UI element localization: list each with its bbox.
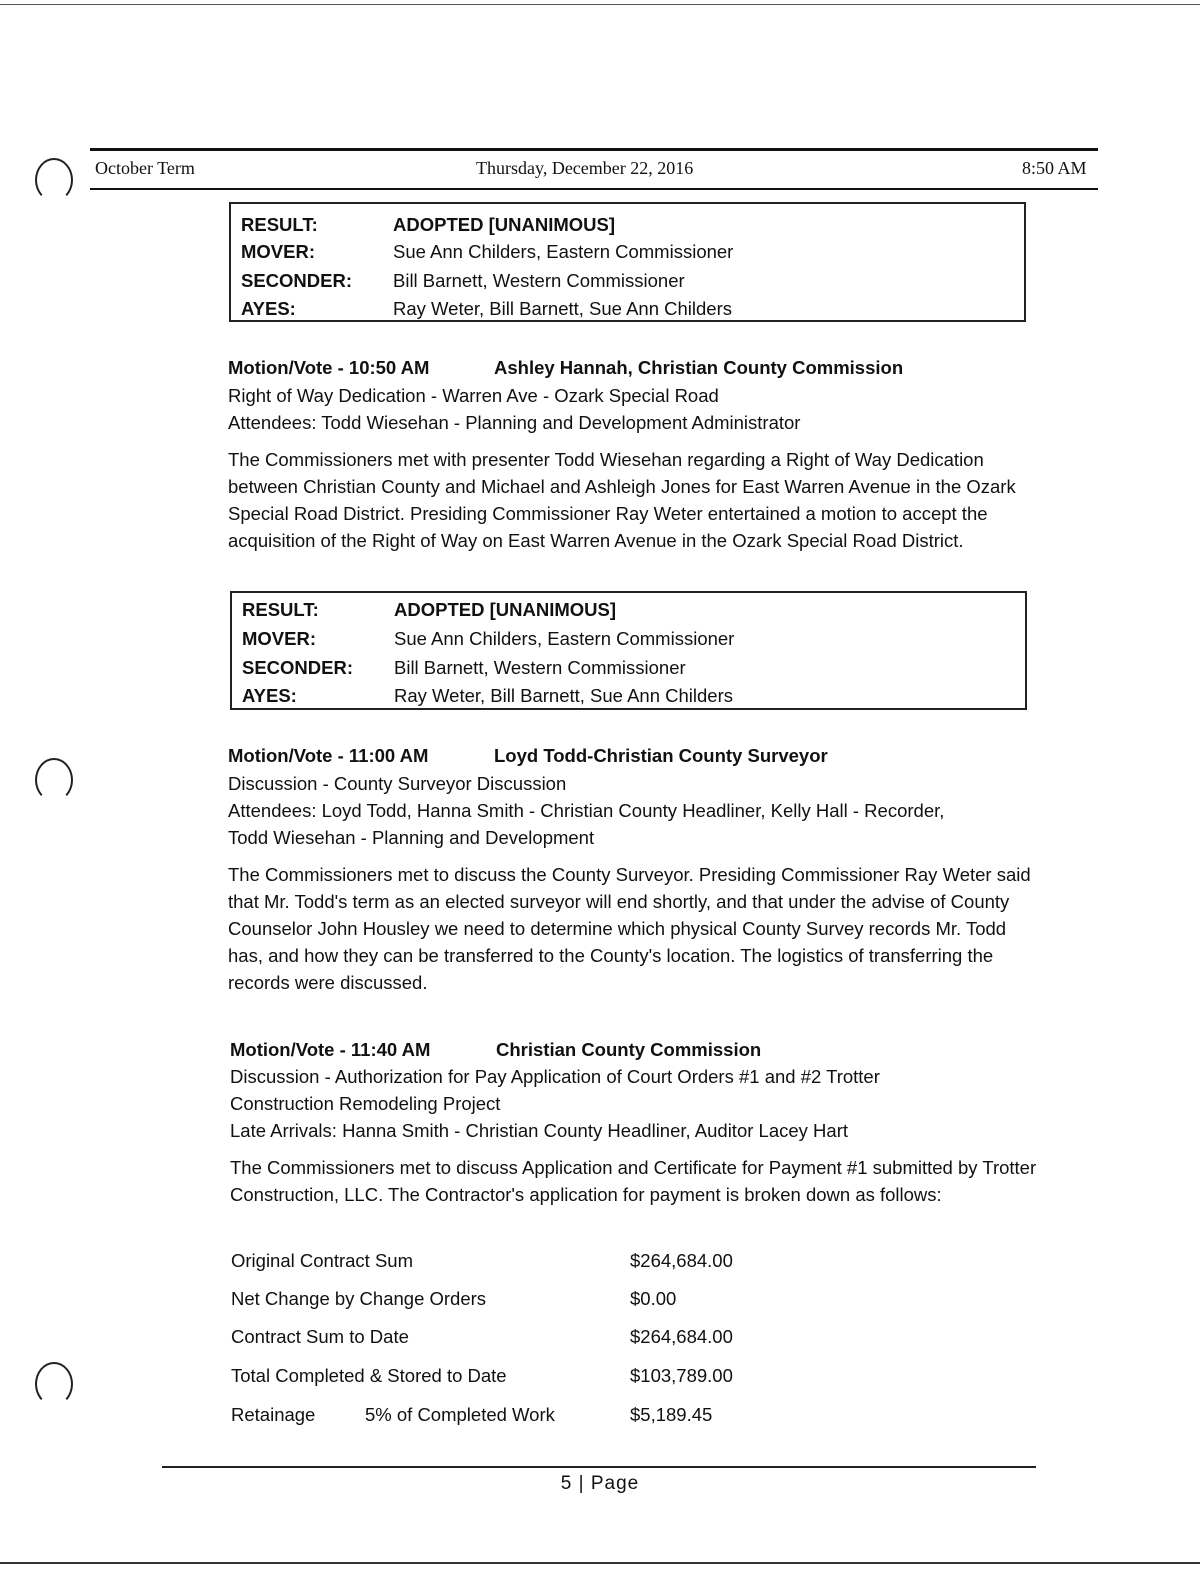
ayes-value: Ray Weter, Bill Barnett, Sue Ann Childers bbox=[394, 685, 733, 706]
agenda-item-subject: Construction Remodeling Project bbox=[230, 1093, 501, 1114]
scan-top-edge bbox=[0, 4, 1200, 5]
financial-value: $0.00 bbox=[630, 1288, 677, 1309]
agenda-item-body: The Commissioners met to discuss Application and Certificate for Payment #1 submitted by Trotter Construction, LLC. The Contractor's application for payment is broken down as follows: bbox=[230, 1157, 1037, 1205]
agenda-item-body: The Commissioners met with presenter Todd Wiesehan regarding a Right of Way Dedication between Christian County and Michael and Ashleigh Jones for East Warren Avenue in the Ozark Special Road District. Presiding Commissioner Ray Weter entertained a motion to accept the acquisition of the Right of Way on East Warren Avenue in the Ozark Special Road District. bbox=[228, 449, 1016, 551]
agenda-item-attendees: Attendees: Loyd Todd, Hanna Smith - Christian County Headliner, Kelly Hall - Recorder, bbox=[228, 800, 945, 821]
agenda-item-late-arrivals: Late Arrivals: Hanna Smith - Christian County Headliner, Auditor Lacey Hart bbox=[230, 1120, 848, 1141]
result-value: ADOPTED [UNANIMOUS] bbox=[393, 214, 615, 235]
punch-hole-icon bbox=[35, 158, 73, 202]
mover-row: MOVER: Sue Ann Childers, Eastern Commissioner bbox=[242, 628, 735, 649]
ayes-row: AYES: Ray Weter, Bill Barnett, Sue Ann Childers bbox=[242, 685, 733, 706]
agenda-item-attendees: Todd Wiesehan - Planning and Development bbox=[228, 827, 595, 848]
page-footer: 5 | Page bbox=[560, 1473, 640, 1494]
financial-value: $5,189.45 bbox=[630, 1404, 713, 1425]
financial-row: Original Contract Sum $264,684.00 bbox=[231, 1250, 733, 1271]
vote-result-box bbox=[230, 591, 1027, 710]
seconder-row: SECONDER: Bill Barnett, Western Commissioner bbox=[241, 270, 685, 291]
footer-rule bbox=[162, 1466, 1036, 1468]
result-row: RESULT: ADOPTED [UNANIMOUS] bbox=[242, 599, 616, 620]
result-row: RESULT: ADOPTED [UNANIMOUS] bbox=[241, 214, 615, 235]
agenda-item-heading: Motion/Vote - 11:00 AM Loyd Todd-Christian County Surveyor bbox=[228, 745, 828, 766]
agenda-item-body: The Commissioners met to discuss the County Surveyor. Presiding Commissioner Ray Weter said that Mr. Todd's term as an elected surveyor will end shortly, and that under the advise of County Counselor John Housley we need to determine which physical County Survey records Mr. Todd has, and how they can be transferred to the County's location. The logistics of transferring the records were discussed. bbox=[228, 864, 1031, 993]
scan-bottom-edge bbox=[0, 1562, 1200, 1564]
financial-row: Net Change by Change Orders $0.00 bbox=[231, 1288, 677, 1309]
mover-value: Sue Ann Childers, Eastern Commissioner bbox=[393, 241, 734, 262]
financial-row: Contract Sum to Date $264,684.00 bbox=[231, 1326, 733, 1347]
header-rule bbox=[90, 188, 1098, 190]
financial-value: $264,684.00 bbox=[630, 1326, 733, 1347]
result-value: ADOPTED [UNANIMOUS] bbox=[394, 599, 616, 620]
seconder-row: SECONDER: Bill Barnett, Western Commissioner bbox=[242, 657, 686, 678]
financial-value: $264,684.00 bbox=[630, 1250, 733, 1271]
agenda-item-subject: Discussion - County Surveyor Discussion bbox=[228, 773, 567, 794]
ayes-row: AYES: Ray Weter, Bill Barnett, Sue Ann Childers bbox=[241, 298, 732, 319]
mover-value: Sue Ann Childers, Eastern Commissioner bbox=[394, 628, 735, 649]
term-label: October Term bbox=[95, 158, 195, 178]
financial-value: $103,789.00 bbox=[630, 1365, 733, 1386]
agenda-item-attendees: Attendees: Todd Wiesehan - Planning and Development Administrator bbox=[228, 412, 801, 433]
punch-hole-icon bbox=[35, 758, 73, 802]
agenda-item-heading: Motion/Vote - 10:50 AM Ashley Hannah, Christian County Commission bbox=[228, 357, 904, 378]
vote-result-box bbox=[229, 202, 1026, 322]
financial-row: Retainage 5% of Completed Work $5,189.45 bbox=[231, 1404, 713, 1425]
page-number: 5 bbox=[560, 1473, 573, 1494]
ayes-value: Ray Weter, Bill Barnett, Sue Ann Childers bbox=[393, 298, 732, 319]
agenda-item-heading: Motion/Vote - 11:40 AM Christian County Commission bbox=[230, 1039, 762, 1060]
agenda-item-subject: Right of Way Dedication - Warren Ave - Ozark Special Road bbox=[228, 385, 719, 406]
mover-row: MOVER: Sue Ann Childers, Eastern Commissioner bbox=[241, 241, 734, 262]
header-rule bbox=[90, 148, 1098, 151]
agenda-item-subject: Discussion - Authorization for Pay Application of Court Orders #1 and #2 Trotter bbox=[230, 1066, 880, 1087]
punch-hole-icon bbox=[35, 1362, 73, 1406]
seconder-value: Bill Barnett, Western Commissioner bbox=[394, 657, 686, 678]
meeting-time: 8:50 AM bbox=[1022, 158, 1087, 178]
seconder-value: Bill Barnett, Western Commissioner bbox=[393, 270, 685, 291]
financial-note: 5% of Completed Work bbox=[365, 1404, 555, 1425]
page-word: Page bbox=[590, 1473, 640, 1494]
meeting-date: Thursday, December 22, 2016 bbox=[476, 158, 694, 178]
financial-row: Total Completed & Stored to Date $103,789.00 bbox=[231, 1365, 733, 1386]
